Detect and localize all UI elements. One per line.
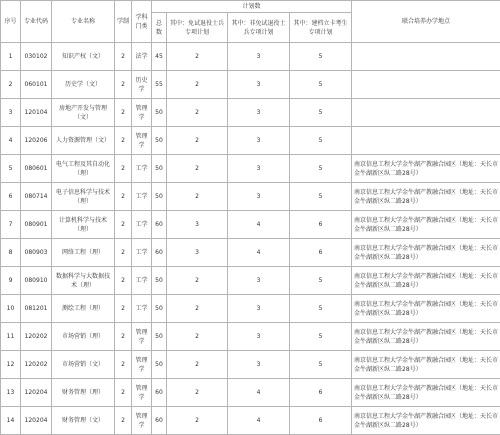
- cell-category: 历史学: [132, 71, 152, 99]
- cell-veteran: 2: [167, 267, 228, 295]
- header-name: 专业名称: [52, 1, 115, 43]
- cell-seq: 1: [1, 43, 21, 71]
- cell-veteran: 2: [167, 43, 228, 71]
- table-row: [1, 127, 500, 155]
- cell-total: 50: [152, 323, 167, 351]
- cell-location: 南京信息工程大学金牛湖产教融合园区（地址：天长市金牛湖新区纵二路28号）: [352, 323, 500, 351]
- cell-category: 工学: [132, 239, 152, 267]
- cell-total: 50: [152, 127, 167, 155]
- cell-seq: 11: [1, 323, 21, 351]
- cell-location: 南京信息工程大学金牛湖产教融合园区（地址：天长市金牛湖新区纵二路28号）: [352, 407, 500, 435]
- cell-nonveteran: 3: [228, 351, 290, 379]
- cell-code: 080903: [21, 239, 52, 267]
- cell-seq: 4: [1, 127, 21, 155]
- cell-code: 120202: [21, 323, 52, 351]
- cell-filing: 5: [290, 183, 352, 211]
- cell-years: 2: [115, 43, 132, 71]
- cell-filing: 6: [290, 379, 352, 407]
- cell-total: 60: [152, 239, 167, 267]
- table-row: [1, 183, 500, 211]
- cell-veteran: 2: [167, 155, 228, 183]
- cell-total: 50: [152, 267, 167, 295]
- cell-name: 财务管理（文）: [52, 407, 115, 435]
- cell-seq: 14: [1, 407, 21, 435]
- cell-name: 测绘工程（理）: [52, 295, 115, 323]
- cell-nonveteran: 3: [228, 183, 290, 211]
- header-total: 总数: [152, 13, 167, 43]
- cell-code: 060101: [21, 71, 52, 99]
- header-filing: 其中：建档立卡考生专项计划: [290, 13, 352, 43]
- cell-name: 电子信息科学与技术（理）: [52, 183, 115, 211]
- cell-veteran: 2: [167, 295, 228, 323]
- cell-nonveteran: 3: [228, 43, 290, 71]
- cell-seq: 5: [1, 155, 21, 183]
- cell-code: 080901: [21, 211, 52, 239]
- cell-seq: 7: [1, 211, 21, 239]
- cell-name: 市场营销（理）: [52, 323, 115, 351]
- cell-filing: 5: [290, 351, 352, 379]
- cell-filing: 6: [290, 239, 352, 267]
- cell-veteran: 2: [167, 71, 228, 99]
- table-body: [1, 43, 500, 435]
- header-nonveteran: 其中：非免试退役士兵专项计划: [228, 13, 290, 43]
- cell-total: 50: [152, 295, 167, 323]
- table-row: [1, 99, 500, 127]
- cell-seq: 2: [1, 71, 21, 99]
- cell-years: 2: [115, 99, 132, 127]
- table-row: [1, 351, 500, 379]
- cell-filing: 6: [290, 211, 352, 239]
- cell-total: 50: [152, 155, 167, 183]
- cell-seq: 13: [1, 379, 21, 407]
- cell-location: 南京信息工程大学金牛湖产教融合园区（地址：天长市金牛湖新区纵二路28号）: [352, 351, 500, 379]
- cell-code: 080910: [21, 267, 52, 295]
- cell-name: 电气工程及其自动化（理）: [52, 155, 115, 183]
- cell-location: [352, 99, 500, 127]
- cell-filing: 5: [290, 71, 352, 99]
- cell-nonveteran: 3: [228, 127, 290, 155]
- cell-location: 南京信息工程大学金牛湖产教融合园区（地址：天长市金牛湖新区纵二路28号）: [352, 239, 500, 267]
- table-row: [1, 71, 500, 99]
- cell-location: 南京信息工程大学金牛湖产教融合园区（地址：天长市金牛湖新区纵二路28号）: [352, 295, 500, 323]
- cell-veteran: 2: [167, 99, 228, 127]
- cell-seq: 10: [1, 295, 21, 323]
- cell-total: 55: [152, 71, 167, 99]
- cell-total: 45: [152, 43, 167, 71]
- cell-code: 120206: [21, 127, 52, 155]
- table-row: [1, 155, 500, 183]
- cell-total: 60: [152, 407, 167, 435]
- cell-filing: 5: [290, 323, 352, 351]
- table-row: [1, 43, 500, 71]
- cell-code: 120204: [21, 407, 52, 435]
- cell-category: 管理学: [132, 379, 152, 407]
- cell-location: 南京信息工程大学金牛湖产教融合园区（地址：天长市金牛湖新区纵二路28号）: [352, 267, 500, 295]
- cell-code: 080714: [21, 183, 52, 211]
- cell-seq: 9: [1, 267, 21, 295]
- header-category: 学科门类: [132, 1, 152, 43]
- header-veteran: 其中：免试退役士兵专项计划: [167, 13, 228, 43]
- cell-location: 南京信息工程大学金牛湖产教融合园区（地址：天长市金牛湖新区纵二路28号）: [352, 211, 500, 239]
- cell-seq: 12: [1, 351, 21, 379]
- cell-veteran: 2: [167, 183, 228, 211]
- cell-veteran: 2: [167, 351, 228, 379]
- cell-code: 080601: [21, 155, 52, 183]
- cell-years: 2: [115, 155, 132, 183]
- table-row: [1, 239, 500, 267]
- cell-filing: 5: [290, 99, 352, 127]
- cell-location: 南京信息工程大学金牛湖产教融合园区（地址：天长市金牛湖新区纵二路28号）: [352, 379, 500, 407]
- cell-location: [352, 127, 500, 155]
- cell-veteran: 3: [167, 211, 228, 239]
- table-row: [1, 407, 500, 435]
- cell-category: 工学: [132, 211, 152, 239]
- cell-name: 财务管理（理）: [52, 379, 115, 407]
- cell-total: 50: [152, 351, 167, 379]
- cell-name: 计算机科学与技术（理）: [52, 211, 115, 239]
- table-row: [1, 295, 500, 323]
- header-location: 联合培养办学地点: [352, 1, 500, 43]
- cell-seq: 8: [1, 239, 21, 267]
- header-code: 专业代码: [21, 1, 52, 43]
- cell-years: 2: [115, 407, 132, 435]
- cell-nonveteran: 3: [228, 99, 290, 127]
- cell-name: 历史学（文）: [52, 71, 115, 99]
- cell-name: 人力资源管理（文）: [52, 127, 115, 155]
- cell-code: 030102: [21, 43, 52, 71]
- cell-years: 2: [115, 267, 132, 295]
- cell-years: 2: [115, 183, 132, 211]
- cell-nonveteran: 4: [228, 211, 290, 239]
- cell-years: 2: [115, 351, 132, 379]
- cell-total: 50: [152, 183, 167, 211]
- cell-nonveteran: 3: [228, 71, 290, 99]
- cell-code: 120202: [21, 351, 52, 379]
- cell-location: 南京信息工程大学金牛湖产教融合园区（地址：天长市金牛湖新区纵二路28号）: [352, 183, 500, 211]
- header-years: 学制: [115, 1, 132, 43]
- cell-category: 工学: [132, 155, 152, 183]
- cell-location: [352, 43, 500, 71]
- cell-category: 管理学: [132, 407, 152, 435]
- cell-code: 120104: [21, 99, 52, 127]
- cell-name: 网络工程（理）: [52, 239, 115, 267]
- cell-total: 60: [152, 211, 167, 239]
- cell-years: 2: [115, 211, 132, 239]
- cell-total: 60: [152, 379, 167, 407]
- cell-category: 管理学: [132, 127, 152, 155]
- cell-years: 2: [115, 379, 132, 407]
- cell-years: 2: [115, 295, 132, 323]
- cell-category: 管理学: [132, 99, 152, 127]
- cell-filing: 6: [290, 407, 352, 435]
- cell-code: 081201: [21, 295, 52, 323]
- cell-filing: 5: [290, 155, 352, 183]
- cell-seq: 6: [1, 183, 21, 211]
- cell-nonveteran: 4: [228, 407, 290, 435]
- cell-filing: 5: [290, 295, 352, 323]
- cell-years: 2: [115, 71, 132, 99]
- cell-years: 2: [115, 323, 132, 351]
- cell-filing: 5: [290, 127, 352, 155]
- cell-category: 工学: [132, 295, 152, 323]
- header-plan-group: 计划数: [152, 1, 352, 13]
- cell-filing: 5: [290, 43, 352, 71]
- cell-seq: 3: [1, 99, 21, 127]
- cell-veteran: 2: [167, 323, 228, 351]
- cell-veteran: 2: [167, 379, 228, 407]
- table-row: [1, 323, 500, 351]
- cell-name: 数据科学与大数据技术（理）: [52, 267, 115, 295]
- cell-category: 管理学: [132, 351, 152, 379]
- cell-location: 南京信息工程大学金牛湖产教融合园区（地址：天长市金牛湖新区纵二路28号）: [352, 155, 500, 183]
- cell-nonveteran: 3: [228, 267, 290, 295]
- cell-veteran: 2: [167, 407, 228, 435]
- cell-category: 工学: [132, 183, 152, 211]
- table-row: [1, 211, 500, 239]
- cell-total: 50: [152, 99, 167, 127]
- cell-years: 2: [115, 127, 132, 155]
- cell-nonveteran: 3: [228, 323, 290, 351]
- cell-veteran: 2: [167, 127, 228, 155]
- cell-nonveteran: 3: [228, 295, 290, 323]
- cell-nonveteran: 4: [228, 239, 290, 267]
- cell-filing: 5: [290, 267, 352, 295]
- cell-veteran: 3: [167, 239, 228, 267]
- header-seq: 序号: [1, 1, 21, 43]
- cell-name: 市场营销（文）: [52, 351, 115, 379]
- cell-name: 房地产开发与管理（文）: [52, 99, 115, 127]
- cell-category: 工学: [132, 267, 152, 295]
- cell-name: 知识产权（文）: [52, 43, 115, 71]
- cell-category: 管理学: [132, 323, 152, 351]
- cell-category: 法学: [132, 43, 152, 71]
- table-row: [1, 267, 500, 295]
- cell-nonveteran: 3: [228, 155, 290, 183]
- cell-location: [352, 71, 500, 99]
- table-row: [1, 379, 500, 407]
- cell-nonveteran: 4: [228, 379, 290, 407]
- cell-code: 120204: [21, 379, 52, 407]
- cell-years: 2: [115, 239, 132, 267]
